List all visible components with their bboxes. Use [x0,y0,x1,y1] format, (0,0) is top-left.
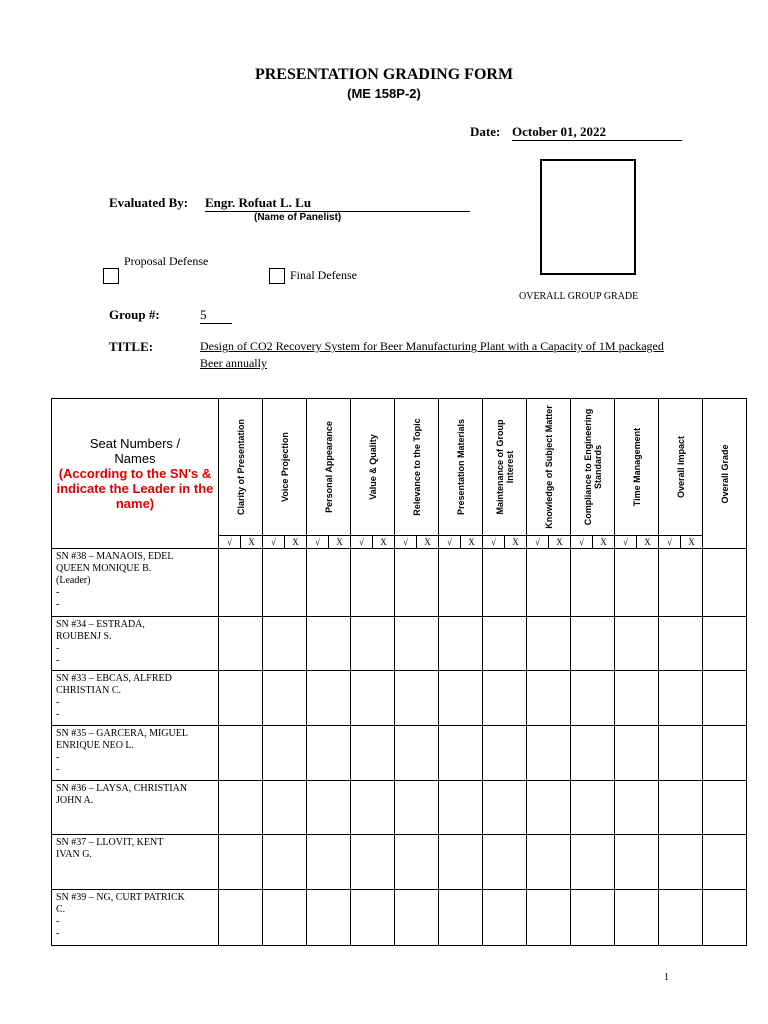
cross-mark: X [637,536,659,549]
student-name-line: ENRIQUE NEO L. [56,740,135,751]
student-name-cell [52,890,219,946]
grade-cell[interactable] [307,671,351,726]
cross-mark: X [241,536,263,549]
check-mark: √ [571,536,593,549]
proposal-defense-checkbox[interactable] [103,268,119,284]
student-name-line: SN #39 – NG, CURT PATRICK [56,892,185,903]
student-name-line: IVAN G. [56,849,92,860]
grade-cell[interactable] [659,781,703,835]
grade-cell[interactable] [571,617,615,671]
grade-cell[interactable] [527,671,571,726]
grade-cell[interactable] [527,890,571,946]
criteria-header: Time Management [615,399,659,536]
check-mark: √ [395,536,417,549]
grade-cell[interactable] [219,781,263,835]
cross-mark: X [461,536,483,549]
student-name-line: (Leader) [56,575,91,586]
check-mark: √ [439,536,461,549]
course-code: (ME 158P-2) [347,86,421,101]
grade-cell[interactable] [307,890,351,946]
grade-cell[interactable] [307,549,351,617]
student-name-line: C. [56,904,66,915]
student-name-line: JOHN A. [56,795,94,806]
student-name-line: - [56,916,60,927]
grade-cell[interactable] [307,835,351,890]
student-name-line: - [56,599,60,610]
criteria-header: Relevance to the Topic [395,399,439,536]
grade-cell[interactable] [615,549,659,617]
grade-cell[interactable] [351,835,395,890]
grade-cell[interactable] [703,726,747,781]
student-name-cell [52,781,219,835]
check-mark: √ [219,536,241,549]
grade-cell[interactable] [659,549,703,617]
grade-cell[interactable] [571,781,615,835]
criteria-header: Knowledge of Subject Matter [527,399,571,536]
grade-cell[interactable] [483,835,527,890]
header-line1: Seat Numbers / [89,436,181,451]
header-line2: Names [114,451,156,466]
criteria-header: Personal Appearance [307,399,351,536]
grade-cell[interactable] [703,781,747,835]
grade-cell[interactable] [527,726,571,781]
check-mark: √ [615,536,637,549]
grade-cell[interactable] [263,549,307,617]
overall-grade-header: Overall Grade [703,399,747,549]
grade-cell[interactable] [615,671,659,726]
grade-cell[interactable] [703,835,747,890]
student-name-line: - [56,709,60,720]
grade-cell[interactable] [703,617,747,671]
grade-cell[interactable] [307,726,351,781]
grade-cell[interactable] [263,781,307,835]
table-row [52,835,747,890]
table-row [52,781,747,835]
student-name-line: - [56,697,60,708]
grade-cell[interactable] [307,617,351,671]
date-label: Date: [470,124,501,139]
criteria-header: Maintenance of Group Interest [483,399,527,536]
grade-cell[interactable] [351,890,395,946]
cross-mark: X [329,536,351,549]
grade-cell[interactable] [439,549,483,617]
grade-cell[interactable] [395,726,439,781]
criteria-header: Value & Quality [351,399,395,536]
grade-cell[interactable] [439,781,483,835]
student-name-line: SN #33 – EBCAS, ALFRED [56,673,172,684]
grade-cell[interactable] [615,835,659,890]
criteria-header: Overall Impact [659,399,703,536]
title-label: TITLE: [109,339,154,354]
final-defense-checkbox[interactable] [269,268,285,284]
check-mark: √ [483,536,505,549]
proposal-defense-label: Proposal Defense [124,254,209,268]
grade-cell[interactable] [483,890,527,946]
student-name-cell [52,549,219,617]
grade-cell[interactable] [615,781,659,835]
grade-cell[interactable] [219,726,263,781]
grade-cell[interactable] [351,726,395,781]
table-row [52,549,747,617]
cross-mark: X [417,536,439,549]
grade-cell[interactable] [351,549,395,617]
cross-mark: X [681,536,703,549]
grade-cell[interactable] [483,726,527,781]
grade-cell[interactable] [263,835,307,890]
header-instruction: (According to the SN's & indicate the Leader in the name) [56,466,214,511]
grade-cell[interactable] [439,835,483,890]
table-row [52,671,747,726]
cross-mark: X [285,536,307,549]
grade-cell[interactable] [219,617,263,671]
grade-cell[interactable] [571,726,615,781]
group-field[interactable]: 5 [200,307,232,324]
grade-cell[interactable] [483,781,527,835]
grade-cell[interactable] [483,617,527,671]
grade-cell[interactable] [571,890,615,946]
student-name-line: - [56,928,60,939]
student-name-cell [52,835,219,890]
grade-cell[interactable] [263,671,307,726]
project-title-line1: Design of CO2 Recovery System for Beer Manufacturing Plant with a Capacity of 1M packaged [200,339,664,353]
student-name-line: SN #34 – ESTRADA, [56,619,145,630]
project-title-line2: Beer annually [200,356,267,370]
grade-cell[interactable] [659,617,703,671]
grading-table [51,398,747,946]
student-name-cell [52,617,219,671]
criteria-header: Voice Projection [263,399,307,536]
student-name-line: SN #36 – LAYSA, CHRISTIAN [56,783,188,794]
student-name-line: - [56,587,60,598]
grade-cell[interactable] [395,549,439,617]
grade-cell[interactable] [395,617,439,671]
student-name-cell [52,671,219,726]
grade-cell[interactable] [527,835,571,890]
cross-mark: X [593,536,615,549]
grade-cell[interactable] [439,617,483,671]
student-name-line: - [56,764,60,775]
check-mark: √ [659,536,681,549]
grade-cell[interactable] [219,671,263,726]
check-mark: √ [527,536,549,549]
table-row [52,890,747,946]
student-name-cell [52,726,219,781]
student-name-line: SN #37 – LLOVIT, KENT [56,837,164,848]
student-name-line: SN #38 – MANAOIS, EDEL [56,551,174,562]
student-name-line: - [56,643,60,654]
cross-mark: X [373,536,395,549]
overall-group-grade-label: OVERALL GROUP GRADE [519,291,639,302]
grade-cell[interactable] [351,781,395,835]
criteria-header: Compliance to Engineering Standards [571,399,615,536]
grade-cell[interactable] [659,890,703,946]
grade-cell[interactable] [703,890,747,946]
cross-mark: X [549,536,571,549]
grade-cell[interactable] [263,617,307,671]
grade-cell[interactable] [219,890,263,946]
grade-cell[interactable] [483,549,527,617]
grade-cell[interactable] [439,726,483,781]
final-defense-label: Final Defense [290,268,357,282]
evaluated-by-label: Evaluated By: [109,195,189,210]
grade-cell[interactable] [395,671,439,726]
form-title: PRESENTATION GRADING FORM [254,66,514,83]
grade-cell[interactable] [571,671,615,726]
student-name-line: - [56,655,60,666]
check-mark: √ [307,536,329,549]
overall-grade-box[interactable] [540,159,636,275]
student-name-line: CHRISTIAN C. [56,685,122,696]
grade-cell[interactable] [527,781,571,835]
table-row [52,617,747,671]
grade-cell[interactable] [395,835,439,890]
cross-mark: X [505,536,527,549]
criteria-header: Clarity of Presentation [219,399,263,536]
panelist-caption: (Name of Panelist) [254,212,342,223]
check-mark: √ [263,536,285,549]
grade-cell[interactable] [615,617,659,671]
student-name-line: ROUBENJ S. [56,631,112,642]
student-name-line: QUEEN MONIQUE B. [56,563,152,574]
page-number: 1 [664,972,669,983]
grade-cell[interactable] [263,726,307,781]
grade-cell[interactable] [395,781,439,835]
grade-cell[interactable] [659,726,703,781]
grade-cell[interactable] [307,781,351,835]
grade-cell[interactable] [703,671,747,726]
grade-cell[interactable] [219,549,263,617]
grade-cell[interactable] [571,549,615,617]
grade-cell[interactable] [615,726,659,781]
grade-cell[interactable] [527,617,571,671]
grade-cell[interactable] [659,835,703,890]
grade-cell[interactable] [351,671,395,726]
grade-cell[interactable] [703,549,747,617]
grade-cell[interactable] [351,617,395,671]
grade-cell[interactable] [571,835,615,890]
grade-cell[interactable] [527,549,571,617]
grade-cell[interactable] [263,890,307,946]
check-mark: √ [351,536,373,549]
grade-cell[interactable] [659,671,703,726]
seat-names-header [52,399,219,549]
student-name-line: SN #35 – GARCERA, MIGUEL [56,728,188,739]
date-field[interactable]: October 01, 2022 [512,124,682,141]
table-row [52,726,747,781]
evaluator-field[interactable]: Engr. Rofuat L. Lu [205,195,470,212]
grade-cell[interactable] [615,890,659,946]
grade-cell[interactable] [395,890,439,946]
grade-cell[interactable] [483,671,527,726]
grade-cell[interactable] [219,835,263,890]
student-name-line: - [56,752,60,763]
grade-cell[interactable] [439,890,483,946]
grade-cell[interactable] [439,671,483,726]
group-label: Group #: [109,307,160,322]
criteria-header: Presentation Materials [439,399,483,536]
